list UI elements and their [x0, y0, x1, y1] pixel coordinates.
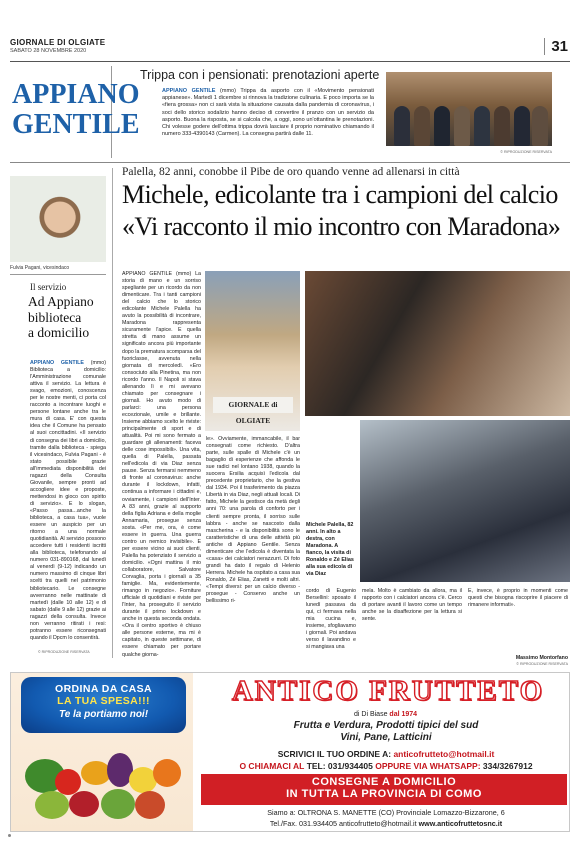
order-from-home-banner — [21, 677, 186, 733]
delivery-banner — [201, 774, 567, 805]
photo-person — [474, 106, 490, 146]
library-rights: © RIPRODUZIONE RISERVATA — [38, 650, 90, 654]
main-text-column-5: E, invece, è proprio in momenti come questi che bisogna riscoprire il piacere di rimanere informati». — [468, 588, 568, 609]
main-text-column-2: le». Ovviamente, immancabile, il bar consegnati come richiesto. D'altra parte, sulle spalle di Michele c'è un bagaglio di esperienze che affonda le sue radici nel lontano 1938, quando la suocera Ersilia acquisì l'edicola dal precedente proprietario, che la gestiva dal 1934. Poi il trasferimento da piazza Libertà in via Diaz, negli attuali locali. Di fatto, Michele la gestisce da metà degli anni 70: una parola di conforto per i clienti sempre pronta, il sorriso sulle labbra - anche se nascosto dalla mascherina - e la disponibilità sono le caratteristiche di una delle attività più antiche di Appiano Gentile. Senza dimenticare che l'edicola è diventata la «casa» dei calciatori nerazzurri. Di foto grandi ha dato il regalo di Helenio Herrera. Michele ha ospitato a casa sua Ronaldo, Zé Elias, Zanetti e molti altri. «Tempi diversi: per un calcio diverso - prosegue - Conservo anche un bellissimo ri- — [206, 436, 300, 605]
shop-contacts — [201, 819, 570, 828]
apple-icon — [35, 791, 69, 819]
order-email[interactable]: anticofrutteto@hotmail.it — [393, 749, 495, 759]
shop-brand: ANTICO FRUTTETO — [231, 675, 545, 707]
newspaper-sign: GIORNALE di OLGIATE — [213, 397, 293, 413]
top-story-location-tag: (mmo) — [220, 88, 236, 94]
products-line-1: Frutta e Verdura, Prodotti tipici del sud — [293, 720, 479, 731]
photo-person — [454, 106, 470, 146]
library-headline — [28, 294, 94, 341]
banner-line-3: Te la portiamo noi! — [58, 709, 149, 720]
phone-middle: OPPURE VIA WHATSAPP: — [375, 761, 481, 771]
main-headline: Michele, edicolante tra i campioni del calcio — [122, 180, 558, 209]
pear-icon — [101, 789, 135, 819]
top-story — [120, 64, 570, 160]
town-section-label — [12, 66, 140, 158]
library-location-tag: (mmo) — [90, 360, 106, 366]
vice-mayor-portrait — [10, 176, 106, 262]
peach-icon — [135, 791, 165, 819]
top-story-title: Trippa con i pensionati: prenotazioni aperte — [140, 68, 380, 82]
photo-person — [532, 106, 548, 146]
main-photo-caption: Michele Palella, 82 anni. In alto a destra, con Maradona. A fianco, la visita di Ronaldo e Zé Elias alla sua edicola di via Diaz — [306, 522, 354, 577]
antico-frutteto-ad — [10, 672, 570, 832]
portrait-caption: Fulvia Pagani, vicesindaco — [10, 265, 70, 271]
owner-name: di Di Biase — [354, 711, 388, 718]
pensioners-group-photo — [386, 72, 552, 146]
phone-number[interactable]: TEL: 031/934405 — [306, 761, 373, 771]
main-text-column-4: mela. Molto è cambiato da allora, ma il rapporto con i calciatori ancora c'è. Cerco di portare avanti il lavoro come un tempo anche se la disaffezione per la lettura si sente. — [362, 588, 462, 623]
order-phone-line — [201, 761, 570, 771]
shop-owner-line — [354, 711, 417, 718]
main-kicker: Palella, 82 anni, conobbe il Pibe de oro quando venne ad allenarsi in città — [122, 166, 460, 178]
delivery-line-2: IN TUTTA LA PROVINCIA DI COMO — [286, 788, 482, 800]
phone-prefix: O CHIAMACI AL — [239, 761, 305, 771]
main-subheadline: «Vi racconto il mio incontro con Maradona» — [122, 212, 561, 241]
column-divider — [112, 168, 113, 658]
maradona-photo — [305, 271, 570, 416]
order-label: SCRIVICI IL TUO ORDINE A: — [277, 749, 392, 759]
footballers-visit-photo — [360, 420, 570, 582]
library-headline-line: Ad Appiano — [28, 294, 94, 309]
delivery-line-1: CONSEGNE A DOMICILIO — [311, 776, 457, 788]
library-article-text — [30, 360, 106, 642]
main-rights: © RIPRODUZIONE RISERVATA — [516, 662, 568, 666]
library-body: Biblioteca a domicilio: l'Amministrazione comunale attiva il servizio. La lettura è svago, emozioni, conoscenza per le nostre menti, ci porta col racconto a incontrare luoghi e persone lontane anche tra le mura di casa. E' con questa idea che il Comune ha pensato al suoi concittadini. «Il servizio di consegna dei libri a domicilio, tramite dalla biblioteca - spiega il vicesindaco, Fulvia Pagani - è stato possibile grazie all'immediata disponibilità dei ragazzi della Consulta Giovanile, sempre pronti ad accogliere idee e proposte, mettendosi in gioco con spirito di servizio». E lo slogan, «Passo passa...anche la biblioteca, a casa tua», vuole essere un auspicio per un ritorno a una normale quotidianità. Al servizio possono accedere tutti i residenti iscritti alla biblioteca, telefonando al numero 031-890168, dal lunedì al venerdì (9-12) indicando un numero massimo di cinque libri scelti tra quelli nel patrimonio bibliotecario. Le consegne avverranno nelle mattinate di martedì (dalle 10 alle 12) e di sabato (dalle 9 alle 12) grazie ai ragazzi della consulta. Invece non verranno ritirati i resi: potranno essere riconsegnati quando il Dpcm lo consentirà. — [30, 367, 106, 641]
main-byline: Massimo Montorfano — [515, 655, 568, 661]
contacts-text: Tel./Fax. 031.934405 anticofrutteto@hotmail.it — [269, 819, 417, 828]
banner-line-1: ORDINA DA CASA — [55, 683, 152, 695]
top-story-body: Trippa da asporto con il «Movimento pensionati appianese». Martedì 1 dicembre si rinnova la tradizione culinaria. E poco importa se la «fiera grossa» non ci sarà vista la situazione causata dalla pandemia di coronavirus, i soci dello storico sodalizio hanno deciso di convertire il pranzo con un servizio da asporto. Buona la risposta, se si calcola che, a oggi, sono un'ottantina le prenotazioni. Chi volesse godere dell'ottima trippa dovrà lasciare il proprio nominativo chiamando il numero 333-4390143 (Carmen). La consegna partirà dalle 11. — [162, 88, 374, 138]
newsstand-photo — [205, 271, 300, 431]
top-story-text — [162, 88, 374, 138]
products-line-2: Vini, Pane, Latticini — [340, 732, 432, 743]
paper-name: GIORNALE DI OLGIATE — [10, 38, 106, 47]
ad-produce-panel — [11, 673, 193, 832]
photo-person — [494, 106, 510, 146]
main-text-column-3: cordo di Eugenio Bersellini: sposato il lunedì passava da qui, ci fermava nella mia cucina e, insieme, sfogliavamo i giornali. Poi andava verso il lavandino e si mangiava una — [306, 588, 356, 651]
whatsapp-number[interactable]: 334/3267912 — [482, 761, 533, 771]
cherry-icon — [69, 791, 99, 817]
library-location: APPIANO GENTILE — [30, 360, 84, 366]
main-text-column-1: APPIANO GENTILE (mmo) La storia di mano e un sorriso spegliante per un ricordo da non dimenticare. Tra i tanti campioni del calcio che lo storico edicolante Michele Palella ha avuto la possibilità di incontrare, Maradona rappresenta sicuramente l'apice. E quella stretta di mano assume un significato ancora più importante dopo la prematura scomparsa del fuoriclasse, avvenuta nella giornata di mercoledì. «Ero consociuto alla Pinetina, ma non ricordo l'anno. Il Napoli si stava allenando lì e mi avevano chiamato per consegnare i giornali. Ho avuto modo di parlarci: una persona eccezionale, umile e brillante. Insieme abbiamo scelto le riviste: principalmente di sport e di attualità. Poi mi sono fermato a guardare gli allenamenti: faceva delle cose impossibili». Una vita, quella di Palella, passata nell'edicola di via Diaz senza pause. Senza fermarsi nemmeno di fronte al coronavirus: anche durante il lockdown, infatti, continua a informare i cittadini e, ovviamente, i campioni dell'Inter. A 83 anni, grazie al supporto della figlia Adriana e della moglie Annamaria, prosegue senza sosta. «Per me, ora, è come essere in guerra. Una guerra contro un nemico invisibile». E per essere vicino ai suoi clienti, Palella ha potenziato il servizio a domicilio. «Ogni mattina il mio collaboratore, Salvatore Corvaglia, porta i giornali a 35 famiglie. Ma, evidentemente, rimango in negozio». Forniture ufficiale di quotidiani e riviste per l'Inter, ha proseguito il servizio durante il primo lockdown e anche in questa seconda ondata. «Ora il centro sportivo è chiuso alle persone esterne, ma mi è capitato, in queste settimane, di essere chiamato per portare qualche giorna- — [122, 271, 201, 658]
page-mark — [8, 834, 11, 837]
page-number: 31 — [544, 38, 568, 55]
left-divider — [10, 274, 106, 275]
section-divider — [10, 162, 570, 163]
order-email-line — [201, 749, 570, 759]
photo-person — [514, 106, 530, 146]
library-headline-line: biblioteca — [28, 309, 82, 325]
library-headline-line: a domicilio — [28, 325, 90, 340]
town-line-2: GENTILE — [12, 109, 140, 140]
photo-person — [434, 106, 450, 146]
shop-website[interactable]: www.anticofruttetosnc.it — [418, 819, 503, 828]
town-line-1: APPIANO — [12, 79, 140, 110]
photo-person — [394, 106, 410, 146]
top-photo-rights: © RIPRODUZIONE RISERVATA — [500, 150, 552, 154]
issue-date: SABATO 28 NOVEMBRE 2020 — [10, 48, 87, 54]
banner-line-2: LA TUA SPESA!!! — [57, 695, 150, 707]
owner-since: dal 1974 — [389, 711, 418, 718]
library-kicker: Il servizio — [30, 282, 67, 292]
photo-person — [414, 106, 430, 146]
top-story-location: APPIANO GENTILE — [162, 88, 216, 94]
orange-icon — [153, 759, 181, 787]
masthead — [10, 36, 570, 62]
shop-address: Siamo a: OLTRONA S. MANETTE (CO) Provinciale Lomazzo-Bizzarone, 6 — [267, 808, 505, 817]
